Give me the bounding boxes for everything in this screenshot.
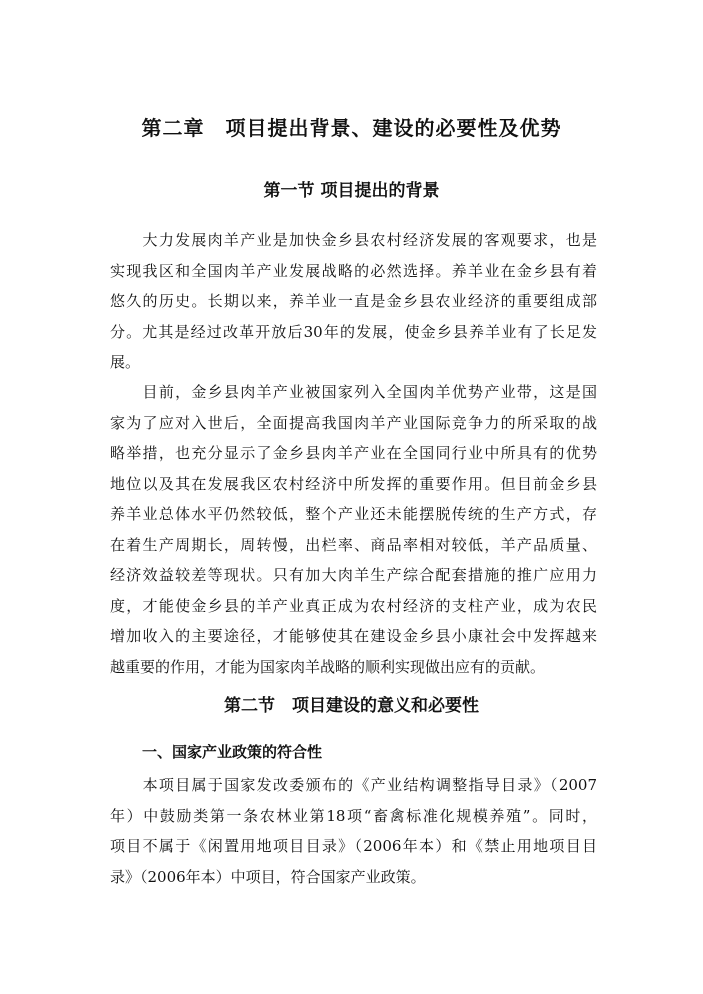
paragraph-line: 经济效益较差等现状。只有加大肉羊生产综合配套措施的推广应用力 — [110, 566, 597, 584]
paragraph-line: 越重要的作用，才能为国家肉羊战略的顺利实现做出应有的贡献。 — [110, 657, 546, 676]
paragraph-line: 略举措，也充分显示了金乡县肉羊产业在全国同行业中所具有的优势 — [110, 444, 597, 462]
paragraph-policy — [110, 770, 597, 892]
paragraph-line: 展。 — [110, 353, 141, 371]
paragraph-line: 年）中鼓励类第一条农林业第18项“畜禽标准化规模养殖”。同时， — [110, 806, 597, 825]
paragraph-line: 项目不属于《闲置用地项目目录》（2006年本）和《禁止用地项目目 — [110, 837, 597, 855]
paragraph-background-1 — [110, 225, 597, 378]
paragraph-line: 目前，金乡县肉羊产业被国家列入全国肉羊优势产业带，这是国 — [110, 383, 597, 401]
paragraph-line: 本项目属于国家发改委颁布的《产业结构调整指导目录》（2007 — [110, 776, 597, 794]
paragraph-line: 录》（2006年本）中项目，符合国家产业政策。 — [110, 867, 426, 886]
paragraph-line: 增加收入的主要途径，才能够使其在建设金乡县小康社会中发挥越来 — [110, 627, 597, 645]
paragraph-line: 实现我区和全国肉羊产业发展战略的必然选择。养羊业在金乡县有着 — [110, 261, 597, 280]
paragraph-line: 分。尤其是经过改革开放后30年的发展，使金乡县养羊业有了长足发 — [110, 322, 597, 341]
paragraph-line: 地位以及其在发展我区农村经济中所发挥的重要作用。但目前金乡县 — [110, 474, 597, 493]
paragraph-line: 悠久的历史。长期以来，养羊业一直是金乡县农业经济的重要组成部 — [110, 292, 597, 310]
subheading-policy-compliance: 一、国家产业政策的符合性 — [142, 743, 323, 761]
paragraph-line: 家为了应对入世后，全面提高我国肉羊产业国际竞争力的所采取的战 — [110, 413, 597, 432]
paragraph-line: 养羊业总体水平仍然较低，整个产业还未能摆脱传统的生产方式，存 — [110, 505, 597, 523]
paragraph-line: 大力发展肉羊产业是加快金乡县农村经济发展的客观要求，也是 — [110, 231, 597, 249]
paragraph-line: 在着生产周期长，周转慢，出栏率、商品率相对较低，羊产品质量、 — [110, 535, 597, 554]
section-title-background: 第一节 项目提出的背景 — [263, 181, 440, 201]
section-title-significance: 第二节 项目建设的意义和必要性 — [224, 696, 479, 716]
chapter-title: 第二章 项目提出背景、建设的必要性及优势 — [141, 116, 562, 140]
paragraph-line: 度，才能使金乡县的羊产业真正成为农村经济的支柱产业，成为农民 — [110, 596, 597, 615]
paragraph-background-2 — [110, 377, 597, 682]
